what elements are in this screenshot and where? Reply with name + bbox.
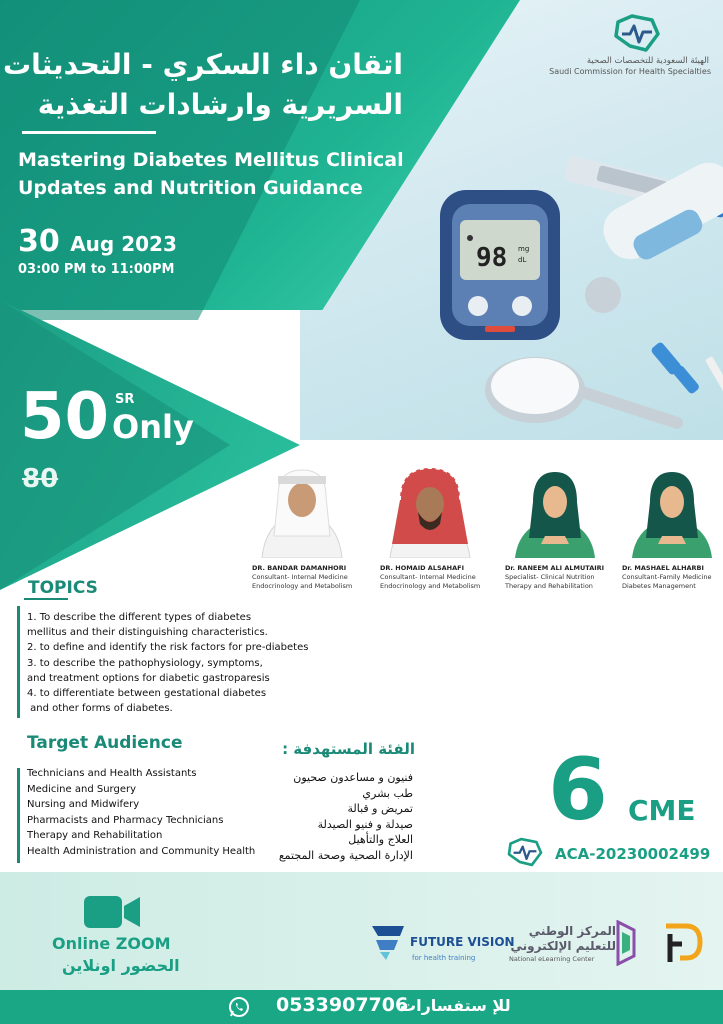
- audience-item-arabic: فنيون و مساعدون صحيون: [293, 771, 413, 784]
- future-vision-subtitle: for health training: [412, 954, 476, 962]
- event-time: 03:00 PM to 11:00PM: [18, 262, 175, 277]
- nelc-arabic-line1: المركز الوطني: [528, 924, 616, 938]
- speaker-role: Consultant- Internal Medicine: [380, 573, 476, 581]
- audience-item: Therapy and Rehabilitation: [27, 830, 163, 842]
- topic-line: 4. to differentiate between gestational diabetes: [27, 688, 267, 700]
- price-currency: SR: [115, 392, 135, 407]
- cme-accreditation-code: ACA-20230002499: [555, 845, 711, 863]
- cme-label: CME: [628, 794, 696, 827]
- speaker-name: DR. HOMAID ALSAHAFI: [380, 564, 465, 572]
- topics-side-bar: [17, 606, 20, 718]
- audience-heading-arabic: الفئة المستهدفة :: [282, 740, 415, 758]
- topics-list: [27, 610, 308, 716]
- glucose-unit-top: mg: [518, 245, 530, 253]
- glucose-reading-value: 98: [476, 243, 508, 273]
- video-camera-icon: [82, 894, 142, 930]
- speaker-photo-icon: [252, 466, 352, 558]
- audience-item-arabic: صيدلة و فنيو الصيدلة: [317, 817, 413, 831]
- scfhs-logo-icon: [612, 12, 662, 54]
- topic-line: and treatment options for diabetic gastroparesis: [27, 672, 270, 684]
- nelc-name-arabic: [508, 924, 616, 954]
- speaker-card: [252, 466, 372, 590]
- speaker-avatar-icon: [505, 466, 605, 558]
- nelc-name-english: National eLearning Center: [509, 955, 595, 963]
- speaker-role: Endocrinology and Metabolism: [380, 581, 481, 590]
- event-date: [18, 224, 177, 259]
- topic-line: mellitus and their distinguishing characteristics.: [27, 627, 268, 639]
- rd-logo-icon: [660, 920, 706, 966]
- price-amount: 50: [20, 380, 110, 454]
- speaker-role: Specialist- Clinical Nutrition: [505, 573, 595, 581]
- title-arabic-line1: اتقان داء السكري - التحديثات: [2, 48, 403, 81]
- title-divider: [22, 131, 156, 134]
- org-name-english: Saudi Commission for Health Specialties: [549, 67, 711, 76]
- price-old-amount: 80: [22, 464, 59, 494]
- contact-phone[interactable]: 0533907706: [276, 994, 409, 1016]
- topic-line: and other forms of diabetes.: [27, 703, 173, 715]
- audience-item: Health Administration and Community Health: [27, 845, 256, 857]
- speaker-card: [622, 466, 720, 590]
- topics-underline: [24, 598, 68, 600]
- audience-item-arabic: العلاج والتأهيل: [348, 833, 413, 847]
- future-vision-name: FUTURE VISION: [410, 935, 515, 949]
- lancet-pieces-icon: [650, 341, 723, 398]
- glucose-unit-bottom: dL: [518, 256, 527, 264]
- title-english-line2: Updates and Nutrition Guidance: [18, 177, 363, 199]
- audience-side-bar: [17, 768, 20, 863]
- audience-item: Medicine and Surgery: [27, 783, 136, 795]
- delivery-english: Online ZOOM: [52, 934, 171, 953]
- audience-item: Pharmacists and Pharmacy Technicians: [27, 814, 224, 826]
- title-arabic-line2: السريرية وارشادات التغذية: [37, 88, 403, 121]
- event-day: 30: [18, 224, 60, 259]
- audience-item-arabic: الإدارة الصحية وصحة المجتمع: [278, 848, 413, 862]
- title-english-line1: Mastering Diabetes Mellitus Clinical: [18, 149, 404, 171]
- speaker-card: [505, 466, 625, 590]
- delivery-arabic: الحضور اونلاين: [62, 956, 180, 975]
- nelc-arabic-line2: للتعليم الإلكتروني: [510, 939, 616, 953]
- speaker-role: Consultant-Family Medicine: [622, 573, 712, 581]
- topic-line: 2. to define and identify the risk factors for pre-diabetes: [27, 642, 309, 654]
- audience-list-arabic: [279, 770, 413, 864]
- topics-heading: TOPICS: [28, 578, 98, 598]
- speaker-avatar-icon: [622, 466, 722, 558]
- speaker-role: Therapy and Rehabilitation: [505, 581, 593, 590]
- topic-line: 1. To describe the different types of diabetes: [27, 612, 252, 623]
- whatsapp-icon: [228, 996, 250, 1018]
- org-name-arabic: الهيئة السعودية للتخصصات الصحية: [586, 56, 709, 66]
- audience-item: Nursing and Midwifery: [27, 799, 140, 811]
- speaker-name: Dr. MASHAEL ALHARBI: [622, 564, 704, 572]
- future-vision-logo-icon: [370, 922, 406, 962]
- audience-item-arabic: تمريض و قبالة: [347, 802, 413, 816]
- audience-item-arabic: طب بشري: [362, 786, 413, 800]
- speaker-role: Consultant- Internal Medicine: [252, 573, 348, 581]
- speaker-card: [380, 466, 500, 590]
- audience-list-english: [27, 766, 255, 860]
- event-month-year: Aug 2023: [70, 232, 177, 256]
- contact-label: للإ ستفسارات: [400, 996, 511, 1015]
- speaker-role: Diabetes Management: [622, 581, 696, 590]
- price-only-label: Only: [112, 408, 194, 446]
- speaker-name: Dr. RANEEM ALI ALMUTAIRI: [505, 564, 605, 572]
- sugar-spoon-icon: [485, 357, 685, 430]
- speaker-role: Endocrinology and Metabolism: [252, 581, 353, 590]
- audience-item: Technicians and Health Assistants: [27, 768, 197, 779]
- speaker-photo-icon: [380, 466, 480, 558]
- nelc-logo-icon: [614, 920, 638, 966]
- cme-hours: 6: [548, 740, 608, 840]
- scfhs-small-logo-icon: [505, 836, 545, 868]
- audience-heading-english: Target Audience: [27, 733, 183, 753]
- topic-line: 3. to describe the pathophysiology, symptoms,: [27, 657, 263, 669]
- speaker-name: DR. BANDAR DAMANHORI: [252, 564, 347, 572]
